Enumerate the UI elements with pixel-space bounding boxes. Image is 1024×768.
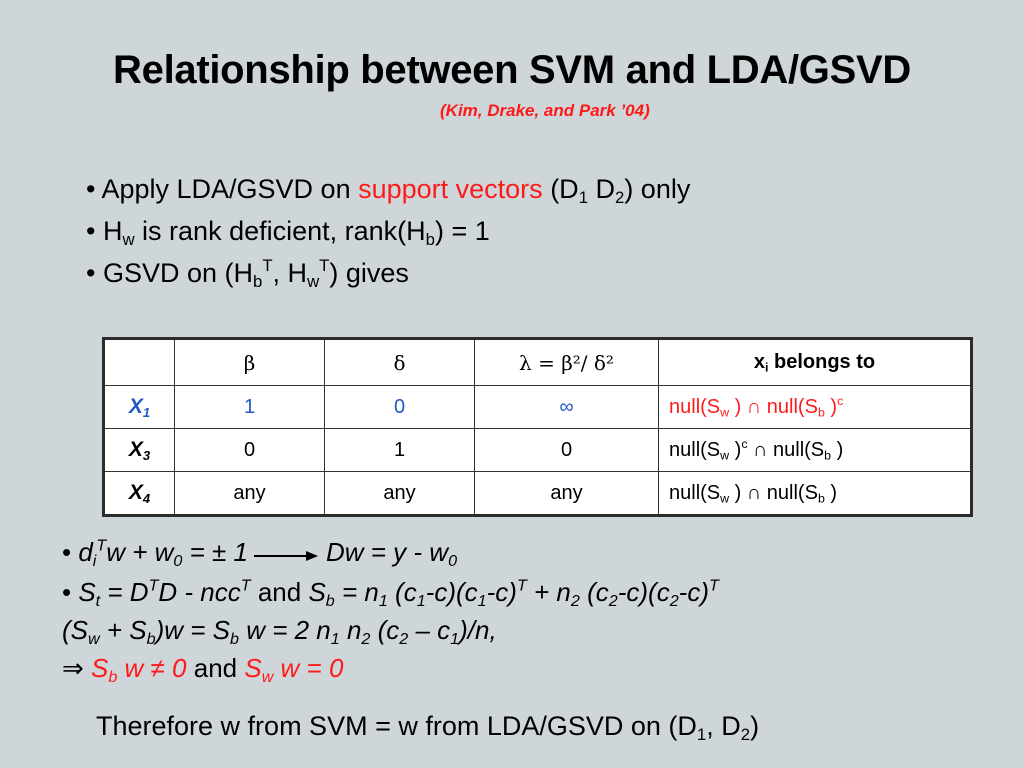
subscript: 1 <box>378 591 388 610</box>
subscript: i <box>765 360 769 375</box>
math-text: + n <box>526 577 571 608</box>
superscript: T <box>262 256 273 276</box>
bullet-1 <box>86 168 690 210</box>
superscript: T <box>240 576 251 595</box>
row-label <box>104 472 175 516</box>
cell-text: ) <box>824 395 838 418</box>
bullet-text: D <box>588 174 615 204</box>
implies-icon: ⇒ <box>62 653 92 684</box>
math-text: w ≠ 0 <box>117 653 187 684</box>
conclusion-text: , D <box>706 711 741 741</box>
cell-text: null(S <box>669 395 721 418</box>
math-text: S <box>244 653 262 684</box>
subscript: b <box>325 591 335 610</box>
subscript: 2 <box>570 591 580 610</box>
bullet-marker: • <box>62 537 79 567</box>
math-text: S <box>91 653 109 684</box>
delta-cell: 1 <box>325 429 475 472</box>
math-text: -c) <box>486 577 517 608</box>
table-header-row <box>104 339 972 386</box>
conclusion-text: ) <box>750 711 760 741</box>
bullet-text: ) gives <box>329 258 409 288</box>
equation-line-1 <box>62 533 719 573</box>
math-text: = n <box>334 577 379 608</box>
cell-text: ) ∩ null(S <box>729 481 818 504</box>
subscript: w <box>720 448 730 463</box>
bullet-text: is rank deficient, rank(H <box>134 216 426 246</box>
math-text: n <box>339 615 362 646</box>
conclusion <box>96 711 760 745</box>
subscript: b <box>230 629 239 648</box>
math-text: + S <box>99 615 147 646</box>
gsvd-table <box>102 337 973 517</box>
header-beta: β <box>175 339 325 386</box>
row-label-text: X <box>128 395 143 418</box>
subscript: b <box>253 272 263 292</box>
bullet-marker: • <box>62 577 79 608</box>
superscript: c <box>837 393 844 408</box>
row-label <box>104 429 175 472</box>
subscript: 1 <box>142 404 151 420</box>
subscript: 1 <box>416 591 426 610</box>
header-belongs-to <box>659 339 972 386</box>
math-text: (c <box>387 577 417 608</box>
subscript: b <box>817 405 825 420</box>
subscript: b <box>824 448 832 463</box>
lambda-cell: any <box>475 472 659 516</box>
table-row <box>104 472 972 516</box>
subscript: 1 <box>578 188 588 208</box>
table-row <box>104 386 972 429</box>
math-text: d <box>78 537 93 567</box>
row-label-text: X <box>128 438 143 461</box>
cell-text: ) ∩ null(S <box>729 395 818 418</box>
bullet-text: ) only <box>624 174 691 204</box>
header-text: belongs to <box>768 351 876 373</box>
belongs-cell <box>659 429 972 472</box>
math-text: (c <box>579 577 609 608</box>
bullet-3 <box>86 252 690 294</box>
math-text: Dw = y - w <box>325 537 449 567</box>
subscript: i <box>92 551 97 570</box>
subscript: b <box>108 667 118 686</box>
beta-cell: any <box>175 472 325 516</box>
math-text: (S <box>62 615 88 646</box>
math-text: S <box>78 577 96 608</box>
math-text: – c <box>408 615 451 646</box>
subscript: 2 <box>608 591 618 610</box>
equation-line-2 <box>62 573 719 611</box>
math-text: w = 2 n <box>238 615 331 646</box>
subscript: 2 <box>669 591 679 610</box>
right-arrow-icon <box>254 535 318 573</box>
subscript: 0 <box>173 551 183 570</box>
belongs-cell <box>659 386 972 429</box>
subscript: w <box>307 272 320 292</box>
subscript: t <box>95 591 101 610</box>
subscript: b <box>425 230 435 250</box>
superscript: c <box>741 436 748 451</box>
subscript: 2 <box>399 629 409 648</box>
lambda-cell: ∞ <box>475 386 659 429</box>
subscript: 3 <box>142 447 151 463</box>
header-lambda: λ = β²/ δ² <box>475 339 659 386</box>
cell-text: null(S <box>669 481 721 504</box>
lambda-cell: 0 <box>475 429 659 472</box>
math-text: = D <box>100 577 149 608</box>
math-text: and <box>250 577 309 608</box>
bullet-text: (D <box>542 174 579 204</box>
cell-text: ) <box>831 438 844 461</box>
math-text: S <box>308 577 326 608</box>
subscript: 0 <box>448 551 458 570</box>
header-empty <box>104 339 175 386</box>
math-text: )/n, <box>459 615 497 646</box>
beta-cell: 0 <box>175 429 325 472</box>
equation-block <box>62 533 719 687</box>
cell-text: null(S <box>669 438 721 461</box>
subscript: 2 <box>361 629 371 648</box>
bullet-list <box>86 168 690 294</box>
delta-cell: 0 <box>325 386 475 429</box>
superscript: T <box>148 576 159 595</box>
slide-title: Relationship between SVM and LDA/GSVD <box>113 48 911 92</box>
subscript: w <box>122 230 135 250</box>
math-text: D - ncc <box>158 577 241 608</box>
citation: (Kim, Drake, and Park ’04) <box>440 101 650 120</box>
math-text: w + w <box>106 537 174 567</box>
conclusion-text: Therefore w from SVM = w from LDA/GSVD on (D <box>96 711 697 741</box>
subscript: w <box>88 629 100 648</box>
table-row <box>104 429 972 472</box>
math-text: = ± 1 <box>182 537 248 567</box>
equation-line-3 <box>62 611 719 649</box>
bullet-text: • H <box>86 216 123 246</box>
delta-cell: any <box>325 472 475 516</box>
math-text: -c) <box>678 577 709 608</box>
math-text: -c)(c <box>425 577 478 608</box>
subscript: w <box>261 667 274 686</box>
subscript: w <box>720 491 730 506</box>
bullet-text: • GSVD on (H <box>86 258 253 288</box>
beta-cell: 1 <box>175 386 325 429</box>
superscript: T <box>96 536 107 555</box>
highlight-text: support vectors <box>358 174 543 204</box>
subscript: w <box>720 405 730 420</box>
subscript: 1 <box>696 725 707 745</box>
subscript: 1 <box>477 591 487 610</box>
math-text: w = 0 <box>273 653 344 684</box>
subscript: 2 <box>740 725 751 745</box>
bullet-text: ) = 1 <box>434 216 490 246</box>
cell-text: ) <box>824 481 838 504</box>
bullet-text: • Apply LDA/GSVD on <box>86 174 359 204</box>
math-text: (c <box>370 615 400 646</box>
row-label-text: X <box>128 481 143 504</box>
subscript: b <box>146 629 156 648</box>
subscript: 1 <box>330 629 340 648</box>
header-text: x <box>753 351 765 373</box>
math-text: -c)(c <box>617 577 670 608</box>
row-label <box>104 386 175 429</box>
subscript: 4 <box>142 490 151 506</box>
math-text: and <box>186 653 245 684</box>
belongs-cell <box>659 472 972 516</box>
superscript: T <box>319 256 330 276</box>
subscript: 2 <box>615 188 625 208</box>
header-delta: δ <box>325 339 475 386</box>
cell-text: ∩ null(S <box>747 438 825 461</box>
equation-line-4 <box>62 649 719 687</box>
bullet-2 <box>86 210 690 252</box>
cell-text: ) <box>729 438 742 461</box>
math-text: )w = S <box>155 615 231 646</box>
superscript: T <box>516 576 527 595</box>
bullet-text: , H <box>272 258 308 288</box>
superscript: T <box>709 576 719 595</box>
subscript: 1 <box>450 629 460 648</box>
subscript: b <box>817 491 825 506</box>
